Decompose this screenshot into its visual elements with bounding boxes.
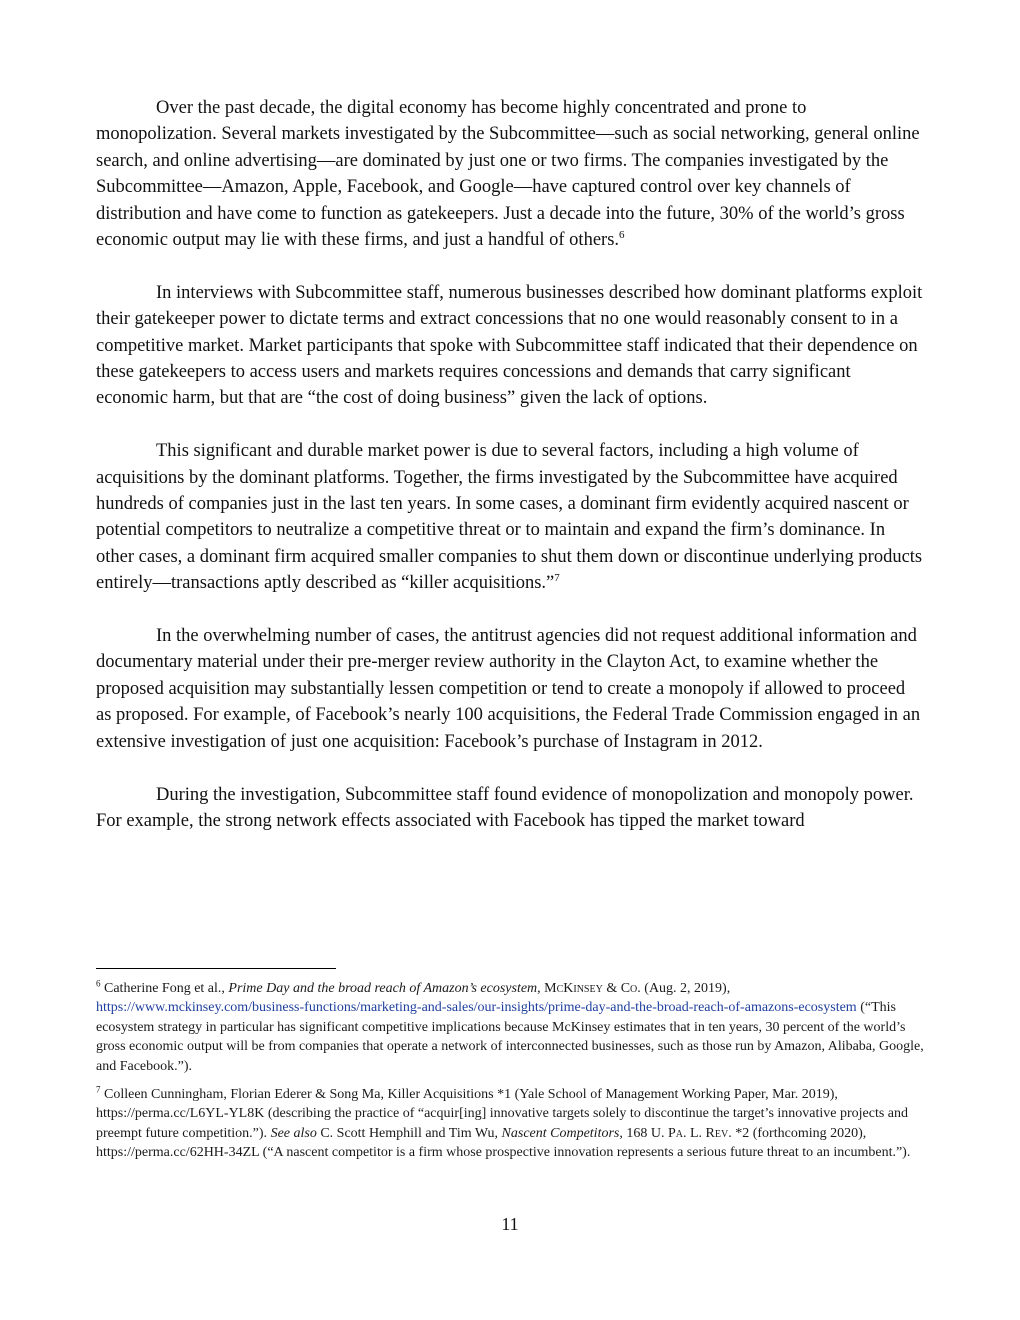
body-text bbox=[96, 95, 924, 834]
footnote-7-rest: *2 (forthcoming 2020), https://perma.cc/62HH-34ZL (“A nascent competitor is a firm whose prospective innovation represents a serious future threat to an incumbent.”). bbox=[96, 1125, 911, 1161]
paragraph-3 bbox=[96, 438, 924, 596]
footnote-7-part1: Colleen Cunningham, Florian Ederer & Song Ma, Killer Acquisitions *1 (Yale School of Management Working Paper, Mar. 2019), https://perma.cc/L6YL-YL8K (describing the practice of “acquir[ing] innovative targets solely to discontinue the target’s innovative projects and preempt future competition.”). bbox=[96, 1087, 909, 1141]
page-number: 11 bbox=[501, 1214, 519, 1234]
paragraph-3-text: This significant and durable market power is due to several factors, including a high volume of acquisitions by the dominant platforms. Together, the firms investigated by the Subcommittee have acquired hundreds of companies just in the last ten years. In some cases, a dominant firm evidently acquired nascent or potential competitors to neutralize a competitive threat or to maintain and expand the firm’s dominance. In other cases, a dominant firm acquired smaller companies to shut them down or discontinue underlying products entirely—transactions aptly described as “killer acquisitions.” bbox=[96, 441, 923, 594]
footnote-7-title2: Nascent Competitors bbox=[501, 1125, 620, 1141]
footnote-separator bbox=[96, 968, 336, 969]
footnotes bbox=[96, 979, 926, 1172]
footnote-7 bbox=[96, 1085, 926, 1163]
footnote-7-journal: Pa. L. Rev. bbox=[668, 1125, 732, 1141]
paragraph-4 bbox=[96, 623, 924, 755]
paragraph-4-text: In the overwhelming number of cases, the antitrust agencies did not request additional information and documentary material under their pre-merger review authority in the Clayton Act, to examine whether the proposed acquisition may substantially lessen competition or tend to create a monopoly if allowed to proceed as proposed. For example, of Facebook’s nearly 100 acquisitions, the Federal Trade Commission engaged in an extensive investigation of just one acquisition: Facebook’s purchase of Instagram in 2012. bbox=[96, 626, 921, 752]
paragraph-5 bbox=[96, 782, 924, 835]
footnote-6-date: (Aug. 2, 2019), bbox=[640, 981, 731, 996]
footnote-6-author: Catherine Fong et al., bbox=[104, 981, 229, 996]
footnote-7-authors2: C. Scott Hemphill and Tim Wu, bbox=[316, 1125, 502, 1141]
footnote-6 bbox=[96, 979, 926, 1076]
paragraph-1 bbox=[96, 95, 924, 253]
footnote-6-separator: , bbox=[537, 981, 545, 996]
paragraph-2 bbox=[96, 280, 924, 412]
footnote-6-publisher: McKinsey & Co. bbox=[544, 981, 641, 996]
footnote-ref-6[interactable]: 6 bbox=[619, 228, 625, 241]
footnote-6-quote: (“This ecosystem strategy in particular has significant competitive implications because McKinsey estimates that in ten years, 30 percent of the world’s gross economic output will be from companies that operate a network of interconnected businesses, such as those run by Amazon, Alibaba, Google, and Facebook.”). bbox=[96, 1000, 924, 1074]
footnote-6-number: 6 bbox=[96, 978, 101, 989]
footnote-6-title: Prime Day and the broad reach of Amazon’s ecosystem bbox=[228, 981, 538, 996]
footnote-6-link[interactable]: https://www.mckinsey.com/business-functions/marketing-and-sales/our-insights/prime-day-and-the-broad-reach-of-amazons-ecosystem bbox=[96, 1000, 857, 1016]
footnote-7-cite-prefix: , 168 U. bbox=[619, 1125, 668, 1141]
footnote-ref-7[interactable]: 7 bbox=[554, 572, 560, 585]
paragraph-1-text: Over the past decade, the digital economy has become highly concentrated and prone to monopolization. Several markets investigated by the Subcommittee—such as social networking, general online search, and online advertising—are dominated by just one or two firms. The companies investigated by the Subcommittee—Amazon, Apple, Facebook, and Google—have captured control over key channels of distribution and have come to function as gatekeepers. Just a decade into the future, 30% of the world’s gross economic output may lie with these firms, and just a handful of others. bbox=[96, 98, 920, 251]
paragraph-2-text: In interviews with Subcommittee staff, numerous businesses described how dominant platforms exploit their gatekeeper power to dictate terms and extract concessions that no one would reasonably consent to in a competitive market. Market participants that spoke with Subcommittee staff indicated that their dependence on these gatekeepers to access users and markets requires concessions and demands that carry significant economic harm, but that are “the cost of doing business” given the lack of options. bbox=[96, 282, 923, 409]
paragraph-5-text: During the investigation, Subcommittee staff found evidence of monopolization and monopoly power. For example, the strong network effects associated with Facebook has tipped the market toward bbox=[96, 784, 914, 831]
footnote-7-number: 7 bbox=[96, 1084, 101, 1095]
footnote-7-see-also: See also bbox=[270, 1125, 317, 1141]
